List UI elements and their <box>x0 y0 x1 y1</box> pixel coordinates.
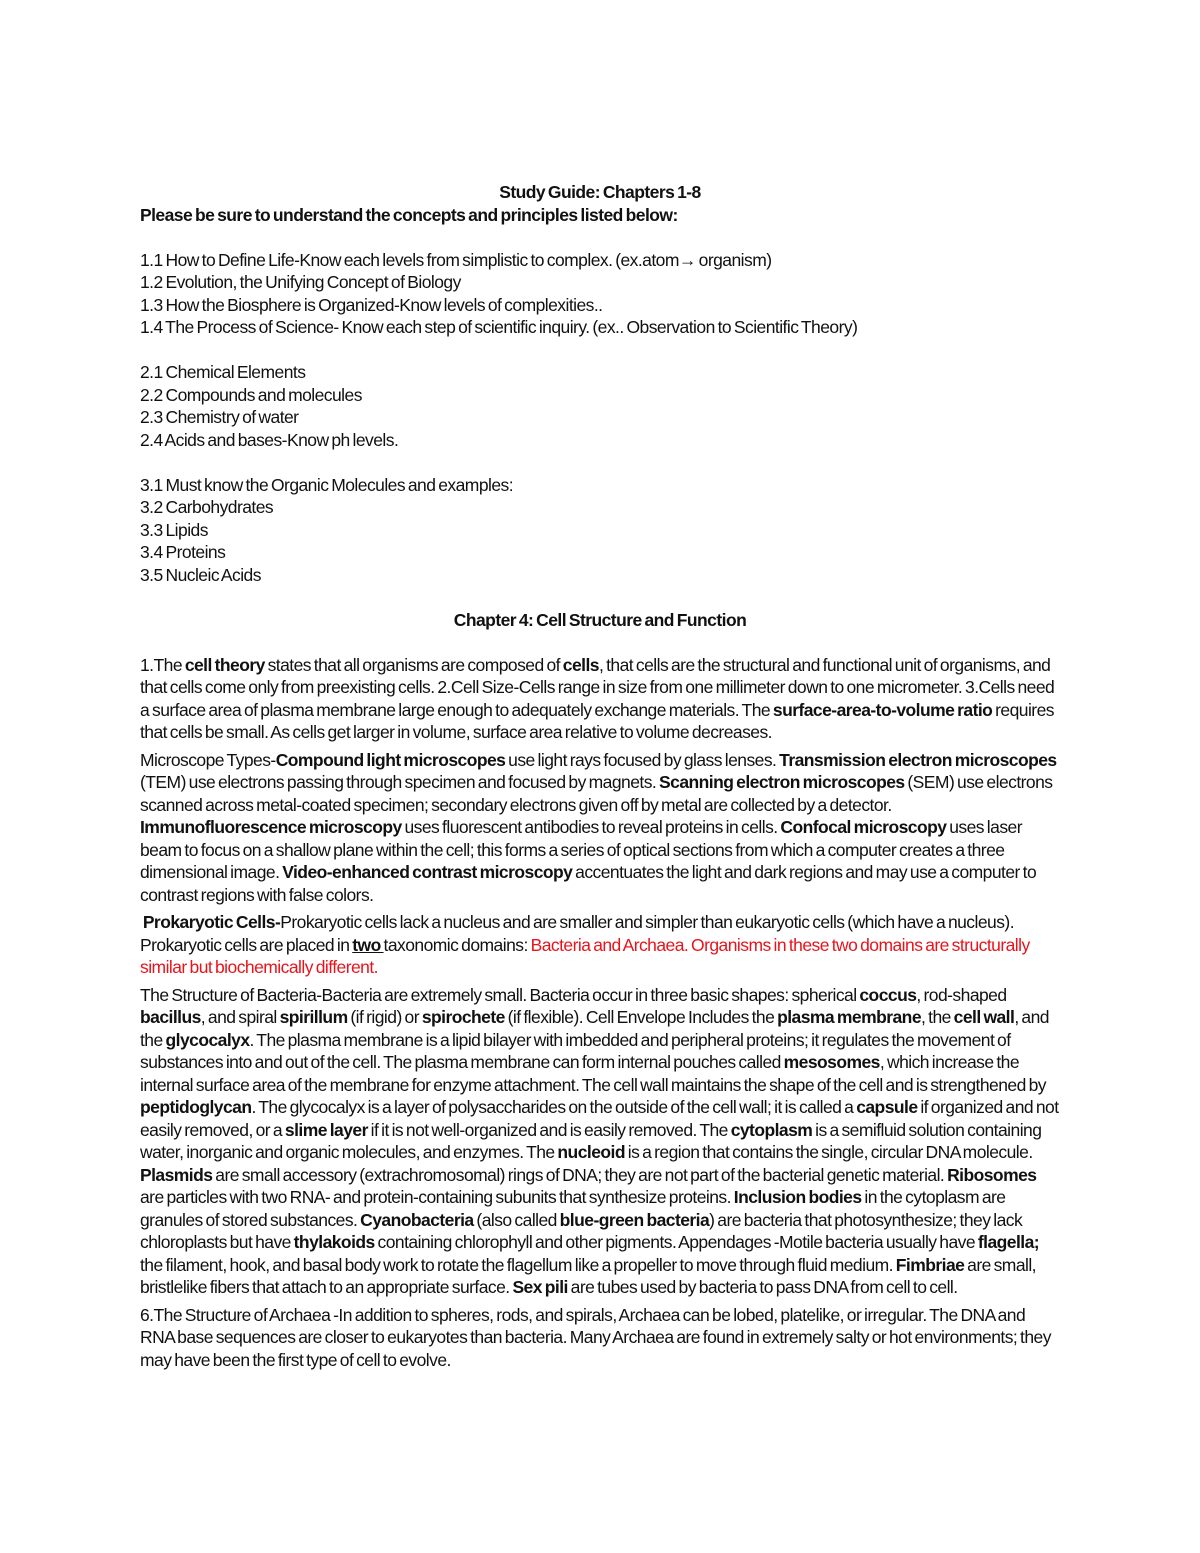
paragraph-cell-theory: 1.The cell theory states that all organisms are composed of cells, that cells are the structural and functional unit of organisms, and that cells come only from preexisting cells. 2.Cell Size-Cells range in size from one millimeter down to one micrometer. 3.Cells need a surface area of plasma membrane large enough to adequately exchange materials. The surface-area-to-volume ratio requires that cells be small. As cells get larger in volume, surface area relative to volume decreases. <box>140 654 1055 742</box>
list-item: 1.3 How the Biosphere is Organized-Know levels of complexities.. <box>140 294 603 315</box>
list-item: 1.2 Evolution, the Unifying Concept of Biology <box>140 272 461 292</box>
chapter-heading: Chapter 4: Cell Structure and Function <box>453 609 747 630</box>
list-item: 3.1 Must know the Organic Molecules and examples: <box>140 474 514 495</box>
list-item: 1.4 The Process of Science- Know each step of scientific inquiry. (ex.. Observation to Scientific Theory) <box>140 317 858 337</box>
list-item: 2.1 Chemical Elements <box>140 362 306 382</box>
list-item: 2.2 Compounds and molecules <box>140 384 362 405</box>
document-body <box>140 181 1060 1376</box>
list-item: 3.5 Nucleic Acids <box>140 564 261 585</box>
list-item: 1.1 How to Define Life-Know each levels from simplistic to complex. (ex.atom→ organism) <box>140 249 772 270</box>
list-item: 3.3 Lipids <box>140 519 208 540</box>
page-subtitle: Please be sure to understand the concepts and principles listed below: <box>140 204 678 225</box>
paragraph-prokaryotic-cells: Prokaryotic Cells-Prokaryotic cells lack a nucleus and are smaller and simpler than eukaryotic cells (which have a nucleus). Prokaryotic cells are placed in two taxonomic domains: Bacteria and Archaea. Organisms in these two domains are structurally similar but biochemically different. <box>140 912 1030 977</box>
list-item: 3.4 Proteins <box>140 542 226 562</box>
paragraph-microscope-types: Microscope Types-Compound light microscopes use light rays focused by glass lenses. Transmission electron microscopes (TEM) use electrons passing through specimen and focused by magnets. Scanning electron microscopes (SEM) use electrons scanned across metal-coated specimen; secondary electrons given off by metal are collected by a detector. Immunofluorescence microscopy uses fluorescent antibodies to reveal proteins in cells. Confocal microscopy uses laser beam to focus on a shallow plane within the cell; this forms a series of optical sections from which a computer creates a three dimensional image. Video-enhanced contrast microscopy accentuates the light and dark regions and may use a computer to contrast regions with false colors. <box>140 749 1057 905</box>
list-item: 2.3 Chemistry of water <box>140 407 299 427</box>
page-title: Study Guide: Chapters 1-8 <box>499 182 701 202</box>
paragraph-structure-of-bacteria: The Structure of Bacteria-Bacteria are extremely small. Bacteria occur in three basic shapes: spherical coccus, rod-shaped bacillus, and spiral spirillum (if rigid) or spirochete (if flexible). Cell Envelope Includes the plasma membrane, the cell wall, and the glycocalyx. The plasma membrane is a lipid bilayer with imbedded and peripheral proteins; it regulates the movement of substances into and out of the cell. The plasma membrane can form internal pouches called mesosomes, which increase the internal surface area of the membrane for enzyme attachment. The cell wall maintains the shape of the cell and is strengthened by peptidoglycan. The glycocalyx is a layer of polysaccharides on the outside of the cell wall; it is called a capsule if organized and not easily removed, or a slime layer if it is not well-organized and is easily removed. The cytoplasm is a semifluid solution containing water, inorganic and organic molecules, and enzymes. The nucleoid is a region that contains the single, circular DNA molecule. Plasmids are small accessory (extrachromosomal) rings of DNA; they are not part of the bacterial genetic material. Ribosomes are particles with two RNA- and protein-containing subunits that synthesize proteins. Inclusion bodies in the cytoplasm are granules of stored substances. Cyanobacteria (also called blue-green bacteria) are bacteria that photosynthesize; they lack chloroplasts but have thylakoids containing chlorophyll and other pigments. Appendages -Motile bacteria usually have flagella; the filament, hook, and basal body work to rotate the flagellum like a propeller to move through fluid medium. Fimbriae are small, bristlelike fibers that attach to an appropriate surface. Sex pili are tubes used by bacteria to pass DNA from cell to cell. <box>140 984 1059 1297</box>
list-item: 3.2 Carbohydrates <box>140 497 274 517</box>
paragraph-structure-of-archaea: 6.The Structure of Archaea -In addition to spheres, rods, and spirals, Archaea can be lobed, platelike, or irregular. The DNA and RNA base sequences are closer to eukaryotes than bacteria. Many Archaea are found in extremely salty or hot environments; they may have been the first type of cell to evolve. <box>140 1304 1051 1370</box>
list-item: 2.4 Acids and bases-Know ph levels. <box>140 429 399 450</box>
